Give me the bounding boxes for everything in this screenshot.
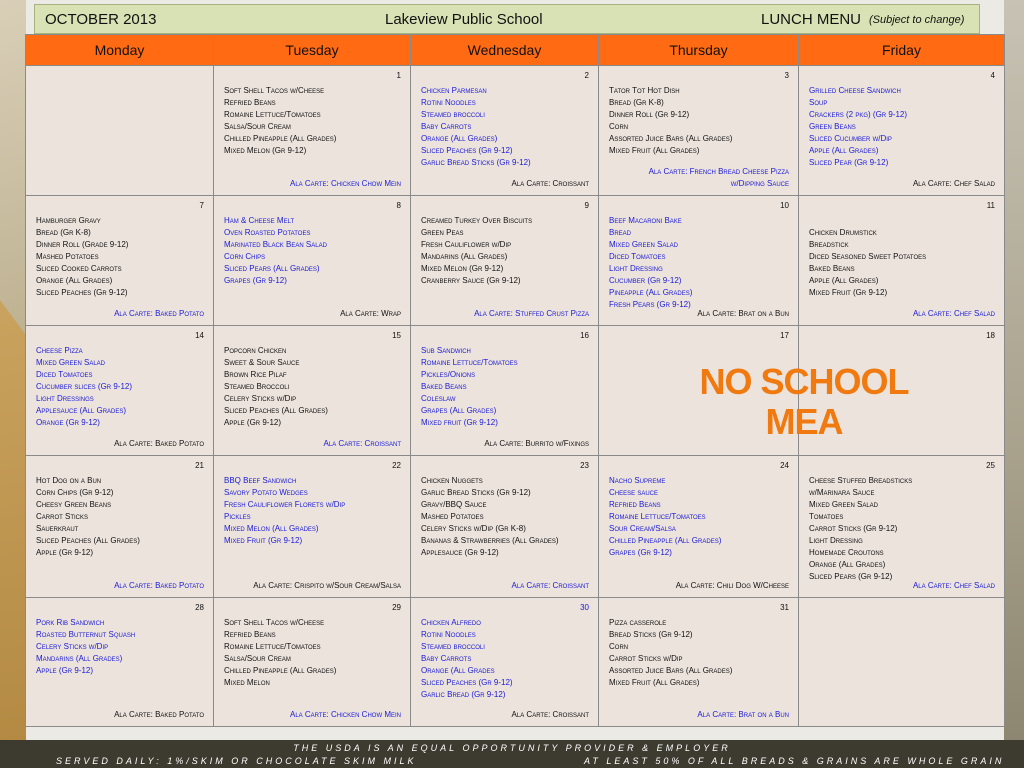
whole-grain-footer: AT LEAST 50% OF ALL BREADS & GRAINS ARE WHOLE GRAIN (584, 756, 1005, 766)
ala-carte-option: Ala Carte: Chicken Chow Mein (289, 179, 401, 188)
menu-item: Orange (Gr 9-12) (36, 418, 100, 427)
menu-item: Gravy/BBQ Sauce (421, 500, 487, 509)
ala-carte-option: Ala Carte: Baked Potato (114, 439, 204, 448)
menu-item: Grapes (Gr 9-12) (224, 276, 287, 285)
menu-item: Hamburger Gravy (36, 216, 101, 225)
ala-carte-option: Ala Carte: Chef Salad (912, 581, 995, 590)
menu-item: Mixed Green Salad (609, 240, 679, 249)
menu-item: Baby Carrots (421, 654, 472, 663)
menu-item: Chilled Pineapple (All Grades) (224, 134, 337, 143)
day-cell (26, 66, 214, 196)
day-cell (214, 456, 411, 598)
menu-item: Homemade Croutons (809, 548, 884, 557)
day-cell-content (26, 196, 213, 325)
day-cell-content (799, 456, 1004, 597)
day-number: 18 (986, 331, 995, 340)
menu-item: Sliced Peaches (All Grades) (224, 406, 328, 415)
menu-item: Garlic Bread Sticks (Gr 9-12) (421, 158, 531, 167)
menu-item: Sliced Peaches (All Grades) (36, 536, 140, 545)
menu-item: Chicken Parmesan (421, 86, 487, 95)
title-bar (34, 4, 980, 34)
day-cell (799, 196, 1005, 326)
weekday-header: Thursday (599, 35, 799, 66)
menu-item: Corn (609, 122, 629, 131)
menu-items (224, 475, 404, 547)
ala-carte-option: Ala Carte: Crispito w/Sour Cream/Salsa (253, 581, 401, 590)
day-cell-content (214, 196, 410, 325)
menu-item: Popcorn Chicken (224, 346, 287, 355)
ala-carte-option: Ala Carte: Croissant (511, 710, 589, 719)
menu-item: w/Marinara Sauce (809, 488, 875, 497)
month-title: OCTOBER 2013 (45, 11, 157, 28)
weekday-header: Wednesday (411, 35, 599, 66)
ala-carte-option: Ala Carte: Stuffed Crust Pizza (474, 309, 589, 318)
menu-item: Green Beans (809, 122, 856, 131)
menu-item: Cheese Stuffed Breadsticks (809, 476, 913, 485)
day-number: 7 (199, 201, 204, 210)
day-cell-content (411, 456, 598, 597)
day-cell-content (599, 66, 798, 195)
menu-item: Diced Tomatoes (36, 370, 93, 379)
ala-carte-option: Ala Carte: Brat on a Bun (697, 309, 789, 318)
right-decoration (1004, 0, 1024, 740)
menu-item: Mixed Fruit (Gr 9-12) (224, 536, 303, 545)
ala-carte-option: Ala Carte: Brat on a Bun (697, 710, 789, 719)
menu-item: Dinner Roll (Grade 9-12) (36, 240, 129, 249)
menu-items (36, 345, 207, 429)
menu-item: Chicken Nuggets (421, 476, 483, 485)
menu-item: Fresh Cauliflower Florets w/Dip (224, 500, 346, 509)
menu-item: Sauerkraut (36, 524, 79, 533)
day-cell-content (214, 456, 410, 597)
menu-items (421, 475, 592, 559)
day-number: 2 (584, 71, 589, 80)
menu-item: Fresh Pears (Gr 9-12) (609, 300, 691, 309)
ala-carte-option: Ala Carte: Baked Potato (114, 581, 204, 590)
menu-items (809, 85, 998, 169)
day-cell-content (214, 598, 410, 726)
menu-item: Cheese sauce (609, 488, 659, 497)
menu-item: Pizza casserole (609, 618, 667, 627)
ala-carte-option: Ala Carte: Croissant (323, 439, 401, 448)
menu-item: Garlic Bread (Gr 9-12) (421, 690, 506, 699)
menu-item: Applesauce (Gr 9-12) (421, 548, 499, 557)
menu-item: Cucumber (Gr 9-12) (609, 276, 682, 285)
day-number: 15 (392, 331, 401, 340)
menu-item: Sliced Peaches (Gr 9-12) (421, 678, 513, 687)
day-number: 16 (580, 331, 589, 340)
menu-item: Bananas & Strawberries (All Grades) (421, 536, 559, 545)
usda-footer: THE USDA IS AN EQUAL OPPORTUNITY PROVIDER & EMPLOYER (293, 743, 731, 753)
menu-item: Carrot Sticks (36, 512, 89, 521)
day-cell (214, 326, 411, 456)
ala-carte-option: Ala Carte: Chili Dog W/Cheese (675, 581, 789, 590)
day-cell (26, 326, 214, 456)
menu-item: Mashed Potatoes (36, 252, 99, 261)
menu-item: Pickles (224, 512, 251, 521)
menu-item: Steamed broccoli (421, 642, 485, 651)
ala-carte-option: Ala Carte: Baked Potato (114, 309, 204, 318)
day-cell (411, 196, 599, 326)
menu-item: Celery Sticks w/Dip (224, 394, 297, 403)
menu-item: Baked Beans (809, 264, 855, 273)
menu-item: BBQ Beef Sandwich (224, 476, 297, 485)
menu-item: Romaine Lettuce/Tomatoes (224, 642, 321, 651)
menu-item: Sliced Cucumber w/Dip (809, 134, 892, 143)
menu-item: Mandarins (All Grades) (421, 252, 508, 261)
ala-carte-option: Ala Carte: Croissant (511, 179, 589, 188)
day-cell-content (26, 456, 213, 597)
day-cell (799, 456, 1005, 598)
menu-item: Crackers (2 pkg) (Gr 9-12) (809, 110, 908, 119)
menu-items (224, 215, 404, 287)
menu-item: Orange (All Grades) (809, 560, 886, 569)
menu-item: Celery Sticks w/Dip (Gr K-8) (421, 524, 526, 533)
menu-item: Tomatoes (809, 512, 844, 521)
menu-item: Romaine Lettuce/Tomatoes (421, 358, 518, 367)
menu-item: Sliced Peaches (Gr 9-12) (36, 288, 128, 297)
menu-item: Assorted Juice Bars (All Grades) (609, 666, 733, 675)
day-number: 31 (780, 603, 789, 612)
day-cell-content (411, 598, 598, 726)
menu-item: Diced Seasoned Sweet Potatoes (809, 252, 927, 261)
day-cell-content (214, 326, 410, 455)
menu-item: Sliced Pears (All Grades) (224, 264, 320, 273)
menu-item: Beef Macaroni Bake (609, 216, 682, 225)
menu-item: Green Peas (421, 228, 464, 237)
menu-item: Cucumber slices (Gr 9-12) (36, 382, 133, 391)
menu-item: Refried Beans (224, 630, 276, 639)
menu-item: Soft Shell Tacos w/Cheese (224, 618, 325, 627)
menu-item: Apple (Gr 9-12) (36, 548, 94, 557)
menu-items (224, 617, 404, 689)
menu-items (809, 215, 998, 299)
day-cell (214, 66, 411, 196)
day-number: 14 (195, 331, 204, 340)
menu-items (609, 215, 792, 311)
day-number: 10 (780, 201, 789, 210)
day-cell (214, 598, 411, 727)
menu-item: Pickles/Onions (421, 370, 476, 379)
menu-item: Diced Tomatoes (609, 252, 666, 261)
menu-item: Corn Chips (224, 252, 266, 261)
menu-item: Roasted Butternut Squash (36, 630, 136, 639)
menu-item: Baked Beans (421, 382, 467, 391)
menu-item: Sub Sandwich (421, 346, 471, 355)
ala-carte-option: Ala Carte: Burrito w/Fixings (484, 439, 589, 448)
ala-carte-option: Ala Carte: Chef Salad (912, 309, 995, 318)
menu-item: Apple (Gr 9-12) (224, 418, 282, 427)
day-number: 11 (986, 201, 995, 210)
menu-item: Dinner Roll (Gr 9-12) (609, 110, 690, 119)
menu-item: Mixed Melon (224, 678, 270, 687)
menu-item (809, 215, 998, 227)
day-number: 1 (396, 71, 401, 80)
weekday-header: Monday (26, 35, 214, 66)
week-row (26, 456, 1005, 598)
menu-item: Refried Beans (609, 500, 661, 509)
no-school-line: NO SCHOOL (699, 361, 909, 402)
menu-item: Sliced Pear (Gr 9-12) (809, 158, 889, 167)
day-number: 22 (392, 461, 401, 470)
menu-item: Breadstick (809, 240, 849, 249)
menu-item: Fresh Cauliflower w/Dip (421, 240, 512, 249)
menu-item: Mixed Green Salad (36, 358, 106, 367)
left-gold-decoration (0, 300, 26, 740)
no-school-notice (688, 362, 920, 442)
day-number: 30 (580, 603, 589, 612)
menu-items (36, 617, 207, 677)
day-cell (26, 456, 214, 598)
menu-item: Coleslaw (421, 394, 456, 403)
menu-items (36, 475, 207, 559)
menu-item: Light Dressing (609, 264, 663, 273)
menu-item: Tator Tot Hot Dish (609, 86, 680, 95)
menu-item: Carrot Sticks w/Dip (609, 654, 683, 663)
menu-item: Mashed Potatoes (421, 512, 484, 521)
menu-item: Chicken Alfredo (421, 618, 481, 627)
week-row (26, 196, 1005, 326)
menu-item: Salsa/Sour Cream (224, 122, 291, 131)
menu-item: Light Dressings (36, 394, 94, 403)
school-name: Lakeview Public School (385, 11, 543, 28)
menu-item: Cheese Pizza (36, 346, 83, 355)
day-number: 24 (780, 461, 789, 470)
day-number: 23 (580, 461, 589, 470)
menu-item: Savory Potato Wedges (224, 488, 308, 497)
day-cell (411, 66, 599, 196)
ala-carte-option: Ala Carte: Chef Salad (912, 179, 995, 188)
day-cell-content (799, 196, 1004, 325)
ala-carte-option: Ala Carte: Croissant (511, 581, 589, 590)
menu-item: Baby Carrots (421, 122, 472, 131)
day-cell-content (26, 598, 213, 726)
menu-item: Corn Chips (Gr 9-12) (36, 488, 114, 497)
ala-carte-option: Ala Carte: Wrap (340, 309, 401, 318)
menu-item: Chilled Pineapple (All Grades) (224, 666, 337, 675)
day-number: 3 (784, 71, 789, 80)
menu-item: Sour Cream/Salsa (609, 524, 676, 533)
menu-item: Chilled Pineapple (All Grades) (609, 536, 722, 545)
menu-item: Romaine Lettuce/Tomatoes (224, 110, 321, 119)
menu-item: Cranberry Sauce (Gr 9-12) (421, 276, 521, 285)
no-school-reason: MEA (765, 401, 843, 442)
day-number: 4 (990, 71, 995, 80)
menu-item: Mandarins (All Grades) (36, 654, 123, 663)
menu-items (609, 475, 792, 559)
menu-item: Refried Beans (224, 98, 276, 107)
menu-item: Apple (All Grades) (809, 146, 879, 155)
menu-items (421, 215, 592, 287)
menu-item: Light Dressing (809, 536, 863, 545)
menu-item: Mixed Fruit (All Grades) (609, 678, 700, 687)
day-cell-content (599, 196, 798, 325)
menu-items (421, 345, 592, 429)
day-cell (411, 456, 599, 598)
day-cell (599, 66, 799, 196)
menu-item: Apple (Gr 9-12) (36, 666, 94, 675)
day-cell (599, 196, 799, 326)
menu-item: Oven Roasted Potatoes (224, 228, 311, 237)
day-cell (214, 196, 411, 326)
week-row (26, 598, 1005, 727)
day-cell (599, 598, 799, 727)
day-cell (411, 326, 599, 456)
menu-item: Chicken Drumstick (809, 228, 877, 237)
menu-item: Grapes (All Grades) (421, 406, 497, 415)
day-cell-content (799, 598, 1004, 726)
day-cell (799, 598, 1005, 727)
menu-item: Brown Rice Pilaf (224, 370, 287, 379)
day-cell (411, 598, 599, 727)
menu-item: Grilled Cheese Sandwich (809, 86, 901, 95)
menu-item: Rotini Noodles (421, 630, 476, 639)
day-cell-content (26, 326, 213, 455)
day-cell-content (411, 66, 598, 195)
menu-item: Pineapple (All Grades) (609, 288, 693, 297)
menu-item: Rotini Noodles (421, 98, 476, 107)
day-number: 21 (195, 461, 204, 470)
menu-items (609, 617, 792, 689)
weekday-header-row (26, 35, 1005, 66)
weekday-header: Friday (799, 35, 1005, 66)
menu-item: Carrot Sticks (Gr 9-12) (809, 524, 898, 533)
day-cell-content (411, 326, 598, 455)
menu-items (421, 85, 592, 169)
menu-item: Mixed Melon (Gr 9-12) (421, 264, 504, 273)
menu-item: Mixed Green Salad (809, 500, 879, 509)
menu-item: Sliced Pears (Gr 9-12) (809, 572, 893, 581)
menu-item: Mixed Melon (All Grades) (224, 524, 319, 533)
menu-item: Sliced Peaches (Gr 9-12) (421, 146, 513, 155)
ala-carte-option: Ala Carte: Baked Potato (114, 710, 204, 719)
menu-item: Nacho Supreme (609, 476, 666, 485)
menu-item: Apple (All Grades) (809, 276, 879, 285)
day-number: 28 (195, 603, 204, 612)
menu-item: Romaine Lettuce/Tomatoes (609, 512, 706, 521)
menu-item: Cheesy Green Beans (36, 500, 112, 509)
day-cell-content (599, 456, 798, 597)
menu-item: Steamed broccoli (421, 110, 485, 119)
menu-item: Orange (All Grades) (421, 134, 498, 143)
menu-item: Ham & Cheese Melt (224, 216, 295, 225)
day-cell (599, 456, 799, 598)
day-cell (799, 66, 1005, 196)
menu-item: Sweet & Sour Sauce (224, 358, 300, 367)
menu-item: Corn (609, 642, 629, 651)
menu-title: LUNCH MENU (761, 11, 862, 28)
menu-item: Salsa/Sour Cream (224, 654, 291, 663)
day-number: 17 (780, 331, 789, 340)
menu-item: Mixed Fruit (Gr 9-12) (809, 288, 888, 297)
menu-items (224, 85, 404, 157)
day-cell-content (411, 196, 598, 325)
menu-item: Grapes (Gr 9-12) (609, 548, 672, 557)
ala-carte-option: Ala Carte: French Bread Cheese Pizza w/Dipping Sauce (648, 167, 789, 188)
menu-item: Soft Shell Tacos w/Cheese (224, 86, 325, 95)
weekday-header: Tuesday (214, 35, 411, 66)
menu-item: Marinated Black Bean Salad (224, 240, 327, 249)
menu-items (36, 215, 207, 299)
menu-items (609, 85, 792, 157)
week-row (26, 66, 1005, 196)
menu-item: Orange (All Grades) (36, 276, 113, 285)
day-number: 29 (392, 603, 401, 612)
menu-item: Creamed Turkey Over Biscuits (421, 216, 533, 225)
day-number: 25 (986, 461, 995, 470)
menu-items (809, 475, 998, 583)
menu-item: Mixed fruit (Gr 9-12) (421, 418, 498, 427)
menu-item: Mixed Melon (Gr 9-12) (224, 146, 307, 155)
menu-item: Applesauce (All Grades) (36, 406, 127, 415)
day-number: 8 (396, 201, 401, 210)
menu-items (224, 345, 404, 429)
menu-items (421, 617, 592, 701)
subject-to-change-note: (Subject to change) (869, 14, 965, 26)
day-number: 9 (584, 201, 589, 210)
menu-item: Bread (609, 228, 632, 237)
milk-footer: SERVED DAILY: 1%/SKIM OR CHOCOLATE SKIM MILK (56, 756, 417, 766)
day-cell (26, 196, 214, 326)
menu-item: Orange (All Grades (421, 666, 495, 675)
menu-item: Soup (809, 98, 828, 107)
menu-item: Sliced Cooked Carrots (36, 264, 122, 273)
day-cell-content (26, 66, 213, 195)
menu-item: Assorted Juice Bars (All Grades) (609, 134, 733, 143)
menu-item: Steamed Broccoli (224, 382, 290, 391)
menu-item: Bread (Gr K-8) (609, 98, 664, 107)
ala-carte-option: Ala Carte: Chicken Chow Mein (289, 710, 401, 719)
menu-item: Garlic Bread Sticks (Gr 9-12) (421, 488, 531, 497)
day-cell-content (799, 66, 1004, 195)
day-cell-content (214, 66, 410, 195)
day-cell (26, 598, 214, 727)
menu-item: Bread (Gr K-8) (36, 228, 91, 237)
day-cell-content (599, 598, 798, 726)
menu-item: Bread Sticks (Gr 9-12) (609, 630, 693, 639)
menu-item: Celery Sticks w/Dip (36, 642, 109, 651)
menu-item: Hot Dog on a Bun (36, 476, 102, 485)
menu-item: Mixed Fruit (All Grades) (609, 146, 700, 155)
menu-item: Pork Rib Sandwich (36, 618, 105, 627)
